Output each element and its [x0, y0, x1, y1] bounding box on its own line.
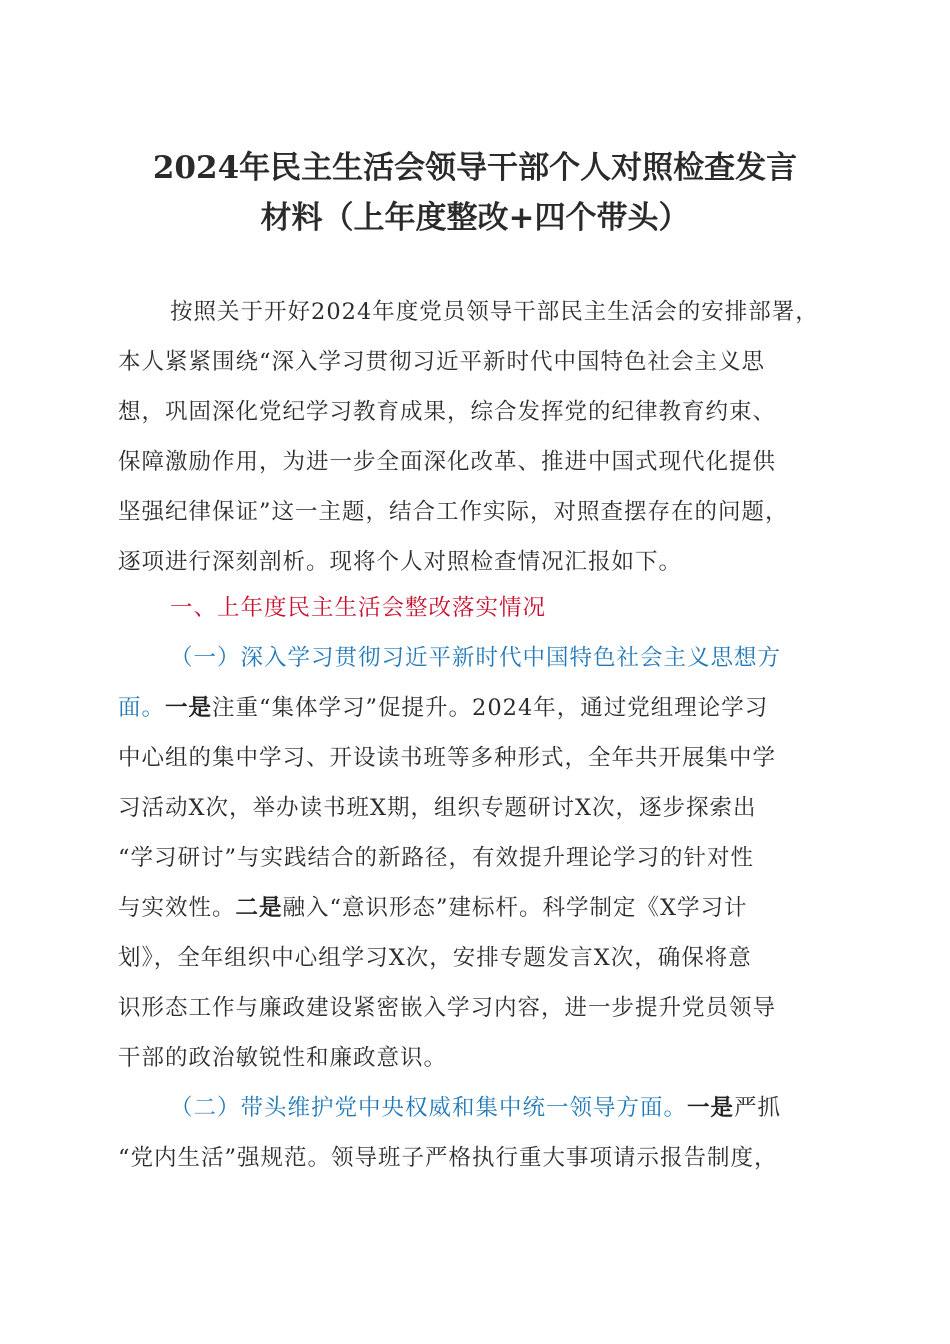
section-1-line: “学习研讨”与实践结合的新路径，有效提升理论学习的针对性: [118, 845, 755, 871]
title-line-1: 2024年民主生活会领导干部个人对照检查发言: [152, 150, 798, 186]
section-heading-1: 一、上年度民主生活会整改落实情况: [170, 595, 547, 621]
point-1-marker: 一是: [687, 1095, 735, 1121]
point-1-marker: 一是: [165, 695, 213, 721]
intro-line: 保障激励作用，为进一步全面深化改革、推进中国式现代化提供: [118, 449, 777, 475]
intro-line: 本人紧紧围绕“深入学习贯彻习近平新时代中国特色社会主义思: [118, 349, 766, 375]
document-title: [100, 143, 850, 243]
section-1-line: 习活动X次，举办读书班X期，组织专题研讨X次，逐步探索出: [118, 795, 757, 821]
section-2-paragraph: [118, 1083, 843, 1183]
intro-line: 按照关于开好2024年度党员领导干部民主生活会的安排部署，: [170, 299, 819, 325]
section-1-line: 中心组的集中学习、开设读书班等多种形式，全年共开展集中学: [118, 745, 777, 771]
point-1-text: 严抓: [734, 1095, 782, 1121]
intro-paragraph: [118, 287, 843, 587]
section-2-line: “党内生活”强规范。领导班子严格执行重大事项请示报告制度，: [118, 1145, 778, 1171]
point-2-text: 融入“意识形态”建标杆。科学制定《X学习计: [282, 895, 748, 921]
section-1-paragraph: [118, 633, 843, 1083]
section-1-line: [118, 883, 843, 933]
intro-line: 坚强纪律保证”这一主题，结合工作实际，对照查摆存在的问题，: [118, 499, 789, 525]
section-1-line: 干部的政治敏锐性和廉政意识。: [118, 1045, 448, 1071]
subheading-2: （二）带头维护党中央权威和集中统一领导方面。: [170, 1095, 688, 1121]
title-line-2: 材料（上年度整改+四个带头）: [260, 200, 690, 236]
section-1-line: 划》，全年组织中心组学习X次，安排专题发言X次，确保将意: [118, 945, 752, 971]
intro-line: 想，巩固深化党纪学习教育成果，综合发挥党的纪律教育约束、: [118, 399, 777, 425]
section-2-line: [118, 1083, 843, 1133]
intro-line: 逐项进行深刻剖析。现将个人对照检查情况汇报如下。: [118, 549, 683, 575]
point-2-marker: 二是: [235, 895, 283, 921]
section-1-line: [118, 633, 843, 683]
point-1-text: 注重“集体学习”促提升。2024年，通过党组理论学习: [212, 695, 769, 721]
line-text: 与实效性。: [118, 895, 236, 921]
subheading-1: （一）深入学习贯彻习近平新时代中国特色社会主义思想方: [170, 645, 782, 671]
section-1-line: [118, 683, 843, 733]
section-1-line: 识形态工作与廉政建设紧密嵌入学习内容，进一步提升党员领导: [118, 995, 777, 1021]
subheading-1-end: 面。: [118, 695, 166, 721]
